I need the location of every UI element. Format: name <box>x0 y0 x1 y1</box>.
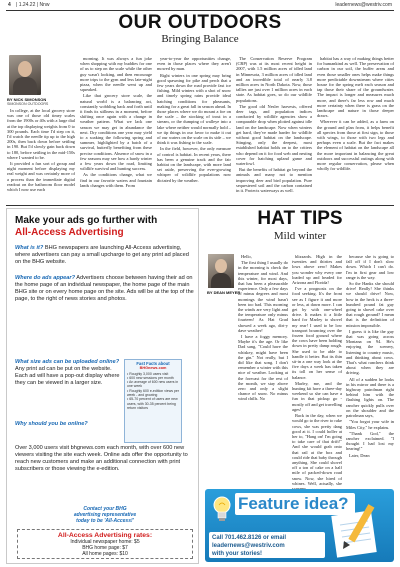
fast-facts-title: Fast Facts about <box>136 361 170 366</box>
article-paragraph: So the Hanks she should drive! Really! She thinks we should drive! Now, how in the heck is a three-hundred pound fat guy going to shovel cake over that rough ground? I mean that is the definition of mission impossible. <box>346 281 394 328</box>
article-paragraph: I have a foggy memory. Maybe it's the age. Or like Dad sang, "Could have the whiskey, might have been the gin." Not really, but I did like that song. I don't remember a winter with this nice of weather. Looking at the forecast for the rest of the month, we stay above zero and only a slight chance of snow. No minus wind chills. No <box>238 334 288 402</box>
all-access-advertisement[interactable] <box>6 208 199 564</box>
article-paragraph: I've a prognosis on the food seeking. It's the front see as I figure it and more or less, at dawn more. I can get by with one-wheel drive. It makes it a little hard for Marley to shovel my rear! I used to be low transport bouncing over the frozen food ground where the cows have been holding down in pretty damp rough. She used to be able to handle it better. But its thin sit-in a one way look at the five days a week has taken its toll on her sense of balance. <box>292 286 342 380</box>
fast-fact: • 65-70 percent of users are new users, with 30-35 percent being return visitors <box>127 397 178 410</box>
ad-rate: All home pages: $10 <box>82 551 128 557</box>
section-title-hat-tips: HAT TIPS <box>257 208 343 229</box>
ad-answer: Any print ad can be put on the website. Each ad will have a pop-out display where they can be viewed in a larger size. <box>15 366 120 386</box>
article-paragraph: habitat has a way of making things better for humankind as well. The preservation of carbon in our soil, the buffer areas and even those smaller ones helps make things more predictable downstream where cities house for the spring melt each season and tap those their share of the groundwater. The impact is longer and measures much more, and there's far less row and much more certainty when there is grass on the landscape and nature in those deeper draws. <box>317 56 394 119</box>
ad-contact-callout: Contact your BHG advertising representative today to be 'All-Access!' <box>73 506 137 525</box>
ad-section-why-heading <box>15 421 121 428</box>
author-photo <box>208 254 234 288</box>
ad-section-size <box>15 359 121 387</box>
fast-fact: • Roughly 600 e-edition views per week - and growing <box>127 388 180 398</box>
article-paragraph: As the conditions change, what we find in our favorite waters and fountain lands changes with them. From <box>80 172 152 188</box>
issue-info: | 1.24.22 | Nnw <box>16 2 50 8</box>
article-paragraph: year-to-year the opportunities change, even in those places where they aren't mowed by man. <box>157 56 231 72</box>
author-name: BY DEAN MEYER <box>207 290 241 295</box>
ad-question: Why should you be online? <box>15 421 88 427</box>
section-rule <box>6 205 394 206</box>
article-paragraph: Right winters in one spring may bring good spawning for pike and perch that a few years down the road provide fast ice fishing. Mild winters with a shot of snow and timely spring rains provide ideal hatching conditions for pheasants, making for a great fall in season ahead. In those places where we do mount a foe on the scale – the stocking of trout in a stream, or the dumping of walleye into a lake where neither would normally hold – we tip things in our favor to make it out of our waters on the scale on its side – we think it was fishing to the scale. <box>157 72 231 146</box>
ad-answer: Over 3,000 users visit bhgnews.com each month, with over 600 new viewers visiting the site each week. Online ads offer the opportunity to reach new customers and make an additional connection with print subscribers or those viewing the e-edition. <box>15 445 188 472</box>
hat-tips-column-3 <box>346 254 394 486</box>
article-paragraph: because she is going to fall off if I don't slow down. Which I can't do. I'm in first gear and low range is the way. <box>346 254 394 280</box>
article-paragraph: Later, Dean <box>349 452 370 458</box>
page-header <box>0 0 400 10</box>
ad-question: Where do ads appear? <box>15 275 75 281</box>
ad-headline-brand: All-Access Advertising <box>15 227 124 238</box>
article-paragraph: The good old Nesler harvests, offered deer tags, and population indices conducted by wildlife agencies show a comparable drop when plotted against idle land on the landscape. Now when winters get hard, they've made harder for wildlife without good habitat on the landscape. Stinging, only the deepest, most established habitat holds on to the critters who depend on it for food web and nesting cover for hatching upland game and waterfowl. <box>236 103 312 167</box>
fast-facts-box <box>124 359 182 443</box>
ad-rates-title: All-Access Advertising rates: <box>57 532 153 539</box>
article-column-2 <box>80 56 152 204</box>
article-paragraph: Back in the day, when we would go to the river to rake cows, she was pretty dang good at it. I could holler at her to, "Hang on! I'm going to take care of that drift!" And she would grab onto that rail at the box and could ride that baby through anything. She could shovel off a ton of cake on a half mile of packed-down road snow. Now, she hired of whines. Well, actually, she <box>292 413 342 486</box>
ad-section-what <box>15 245 195 266</box>
article-paragraph: "Thank God," the rancher exclaimed. "I thought I had lost my hearing!" <box>346 430 394 452</box>
feature-idea-advertisement[interactable] <box>205 489 394 562</box>
article-paragraph: In college, at the local grocery store was one of those old timey scales from the 1900s or 40s with a large dial at the top displaying weights from 0 to 300 pounds. Each time I'd step on it, I'd watch the needle tip up to the high 200s, then back down before settling in 190. But I'd slowly gain back down to 180, before settling in the mid-150s where I wanted to be. <box>7 108 75 160</box>
feature-idea-email[interactable]: leadernews@westriv.com <box>212 543 285 549</box>
lightbulb-icon <box>211 495 233 525</box>
article-column-1 <box>7 108 75 204</box>
article-column-4 <box>236 56 312 204</box>
article-paragraph: morning. It was always a fun joke when shopping with my buddies for one of us to step on the scale while the other guy wasn't looking, and then encourage more trips to the gym and less late-night pizza, when the needle went up and squeaked. <box>80 56 152 93</box>
article-paragraph: blizzards. High in the twenties and thirties and lows above zero! Makes you wonder why every one loaded up and headed for Arizona and Florida! <box>292 254 342 286</box>
article-paragraph: In the field, however, the only measure of control is habitat. In recent years, there has been a genuine track and the fair habitat on the landscape, with more land set aside, preserving the ever-growing whisper of wildlife populations now dictated by the weather. <box>157 146 231 183</box>
fast-fact: • Roughly 3,000 users visit <box>127 371 169 376</box>
section-subtitle-mild-winter: Mild winter <box>273 230 327 242</box>
fast-fact: • An average of 600 new users in one week <box>127 380 179 389</box>
ad-answer: Advertisers choose between having their ad on the home page of an individual newspaper, the home page of the main BHG site or on every home page on the site. Ads will be at the top of the page, to the right of news stories and photos. <box>15 275 194 302</box>
feature-idea-contact <box>209 532 325 558</box>
page-number: 4 <box>8 2 11 8</box>
ad-section-where <box>15 275 195 303</box>
ad-rates-box <box>17 529 193 559</box>
article-paragraph: The Conservation Reserve Program (CRP) was at its most recent height in 2007, with 1.5 million acres of idled land in Minnesota, 3 million acres of idled land and an incredible total of nearly 3.8 million acres in North Dakota. Now, those tallies are just over 1 million acres in each state. As habitat goes, so do our wildlife populations. <box>236 56 312 103</box>
header-rule <box>6 10 394 11</box>
article-paragraph: "You forgot your wife in Miles City," he explains. <box>346 419 394 430</box>
article-paragraph: Like that grocery store scale, the natural world is a balancing act, constantly wobbling back and forth until it finds its stillness in a moment, before shifting once again with a change in weather pattern. What we lack one season we may get in abundance the next. Dry conditions one year may yield to a soaking the following spring and summer, highlighted by a batch of a survival, butterfly benefiting from these precise conditions. Absence of snow in a few seasons may see how a hardy winter a few years down the road, limiting wildlife survival and hunting success. <box>80 93 152 172</box>
author-affiliation: SIMONSON OUTDOORS <box>7 102 49 106</box>
hat-tips-column-1 <box>238 254 288 486</box>
feature-idea-tagline: with your stories! <box>212 551 263 557</box>
pencil-on-notepad-icon <box>328 499 388 557</box>
article-paragraph: I guess it is like the guy that was going across Montana on 94. He's enjoying the scenery, listening to country music, and thinking about cows. That's what ranchers think about when they are driving. <box>346 328 394 376</box>
article-paragraph: Hello, <box>241 254 252 259</box>
article-paragraph: It provided a fun sort of group and night moment before displaying my real weight and was certainly more of a process than the immediate digital readout on the bathroom floor model which I now use each <box>7 161 75 193</box>
ad-rate: Individual newspaper home: $5 <box>70 539 140 545</box>
header-website[interactable]: leadernews@westriv.com <box>335 2 392 8</box>
section-title-our-outdoors: OUR OUTDOORS <box>118 12 282 33</box>
article-column-5 <box>317 56 394 204</box>
author-photo <box>9 55 41 95</box>
fast-fact: • 600 new sessions per month <box>127 375 174 380</box>
section-subtitle-bringing-balance: Bringing Balance <box>161 33 239 45</box>
article-paragraph: Wherever it can be added, as a farm on the ground and plan from, it helps benefit all species from those at first sign, to those with wings, to those with two legs and perhaps even a scale. But the fact makes the element of habitat on the landscape all the more important in balancing the great outdoors and successful outings along with more regular conservation, please when wholly for wildlife. <box>317 119 394 172</box>
feature-idea-phone[interactable]: Call 701.462.8126 or email <box>212 535 287 541</box>
article-paragraph: But the benefits of habitat go beyond the animals and many not to mention improving deer and bird population. Pure sequestered soil and the carbon contained in it. Protects waterways as well. <box>236 167 312 194</box>
fast-facts-url[interactable]: BHGnews.com <box>139 366 167 371</box>
hat-tips-column-2 <box>292 254 342 486</box>
ad-rate: BHG home page: $7 <box>82 545 128 551</box>
article-paragraph: All of a sudden he looks in his mirror and there is a highway patrolman right behind him with the flashing lights on. The rancher quickly pulls over on the shoulder and the patrolman says, <box>346 376 394 419</box>
article-paragraph: Marley, me, and the hunting kit have a three-day weekend so she can have a fun in that pickup go - mostly off and get travelling ages! <box>292 380 342 412</box>
author-name: BY NICK SIMONSON <box>7 97 47 102</box>
ad-question: What is it? <box>15 245 44 251</box>
ad-answer: BHG newspapers are launching All-Access advertising, where advertisers can pay a small upcharge to get any print ad placed on the BHG website. <box>15 245 189 265</box>
article-column-3 <box>157 56 231 204</box>
feature-idea-headline: Feature idea? <box>235 493 355 515</box>
ad-question: What size ads can be uploaded online? <box>15 359 120 365</box>
ad-headline: Make your ads go further with All-Access Advertising <box>15 215 195 239</box>
ad-section-why <box>15 445 195 473</box>
article-paragraph: The first thing I usually do in the morning is check the temperature and wind. And this winter, for most days, that has been a pleasurable experience. Only a few days of minus degrees and most mornings the wind hasn't been too bad. This morning the winds are very light and the temperature only minus fourteen! As Hat Grad showed a week ago, dirt-y dave weather! <box>238 260 288 333</box>
